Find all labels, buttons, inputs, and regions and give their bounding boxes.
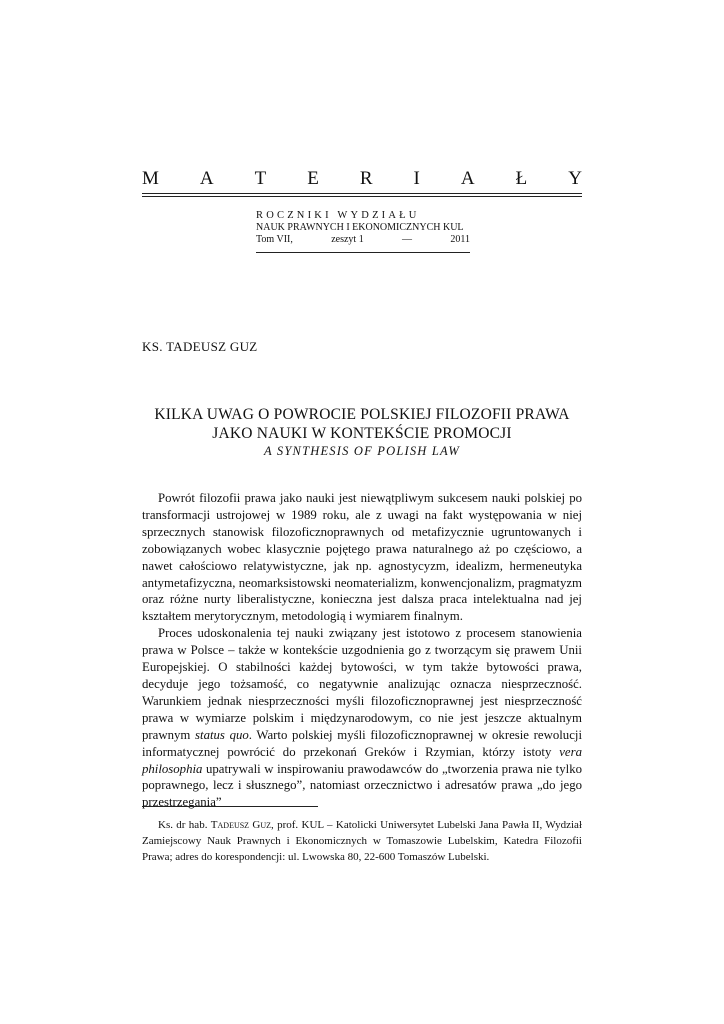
paragraph-text: . Warto polskiej myśli filozoficznoprawnej w okresie rewolucji informatycznej powrócić do przekonań Greków i Rzymian, którzy istoty [142,727,582,759]
section-header [142,168,582,190]
section-rule-top [142,193,582,194]
journal-volume: Tom VII, [256,234,293,245]
section-letter: A [460,168,475,189]
article-title [142,405,582,443]
article-subtitle: A SYNTHESIS OF POLISH LAW [264,444,460,458]
section-rule-bottom [142,196,582,197]
paragraph-text: upatrywali w inspirowaniu prawodawców do „tworzenia prawa nie tylko poprawnego, lecz i słusznego”, natomiast orzecznictwo i adresatów prawa „do jego przestrzegania” [142,761,582,810]
article-body [142,490,582,811]
footnote-text [142,817,582,865]
footnote-prefix: Ks. dr hab. [158,819,208,831]
footnote [142,817,582,865]
author-name: KS. TADEUSZ GUZ [142,339,258,354]
section-letter: I [413,168,420,189]
paragraph-text: Proces udoskonalenia tej nauki związany jest istotowo z procesem stanowienia prawa w Polsce – także w kontekście uzgodnienia go z tworzącym się prawem Unii Europejskiej. O stabilności każdej bytowości, w tym także bytowości prawa, decyduje jego tożsamość, co negatywnie analizując oznacza niesprzeczność. Warunkiem jednak niesprzeczności myśli filozoficznoprawnej jest niesprzeczność prawa w wymiarze polskim i międzynarodowym, co nie jest jeszcze aktualnym prawnym [142,626,582,742]
section-letter: M [142,168,159,189]
section-letter: Ł [515,168,528,189]
journal-year: 2011 [450,234,470,245]
body-paragraph-1: Powrót filozofii prawa jako nauki jest niewątpliwym sukcesem nauki polskiej po transformacji ustrojowej w 1989 roku, ale z uwagi na fakt występowania w niej sprzecznych stanowisk filozoficznoprawnych od metafizycznie ugruntowanych i zobowiązanych wobec klasycznie pojętego prawa naturalnego aż po częściowo, a nawet całościowo relatywistyczne, jak np. agnostycyzm, idealizm, hermeneutyka antymetafizyczna, neomarksistowski neomaterializm, konwencjonalizm, pragmatyzm oraz różne nurty liberalistyczne, konieczna jest dalsza praca intelektualna nad jej kształtem merytorycznym, metodologią i wymiarem finalnym. [142,491,582,624]
section-letter: E [307,168,319,189]
journal-rule [256,252,470,253]
article-title-line2: JAKO NAUKI W KONTEKŚCIE PROMOCJI [212,425,512,442]
latin-term-status-quo: status quo [195,727,249,742]
journal-name-line2: NAUK PRAWNYCH I EKONOMICZNYCH KUL [256,222,464,233]
footnote-rule [142,806,318,807]
journal-issue [256,234,470,246]
body-paragraph-2 [142,625,582,811]
latin-term-vera-philosophia: vera philosophia [142,744,582,776]
journal-name-line1: ROCZNIKI WYDZIAŁU [256,210,420,221]
section-letter: A [199,168,214,189]
journal-dash: — [402,234,413,245]
footnote-affiliation: , prof. KUL – Katolicki Uniwersytet Lubelski Jana Pawła II, Wydział Zamiejscowy Nauk Prawnych i Ekonomicznych w Tomaszowie Lubelskim, Katedra Filozofii Prawa; adres do korespondencji: ul. Lwowska 80, 22-600 Tomaszów Lubelski. [142,819,582,863]
journal-issue-number: zeszyt 1 [331,234,364,245]
footnote-author-name: Tadeusz Guz [210,819,272,831]
section-letter: R [359,168,373,189]
journal-info [256,210,470,246]
section-letter: T [254,168,267,189]
article-title-line1: KILKA UWAG O POWROCIE POLSKIEJ FILOZOFII PRAWA [154,406,570,423]
section-letter: Y [568,168,582,189]
